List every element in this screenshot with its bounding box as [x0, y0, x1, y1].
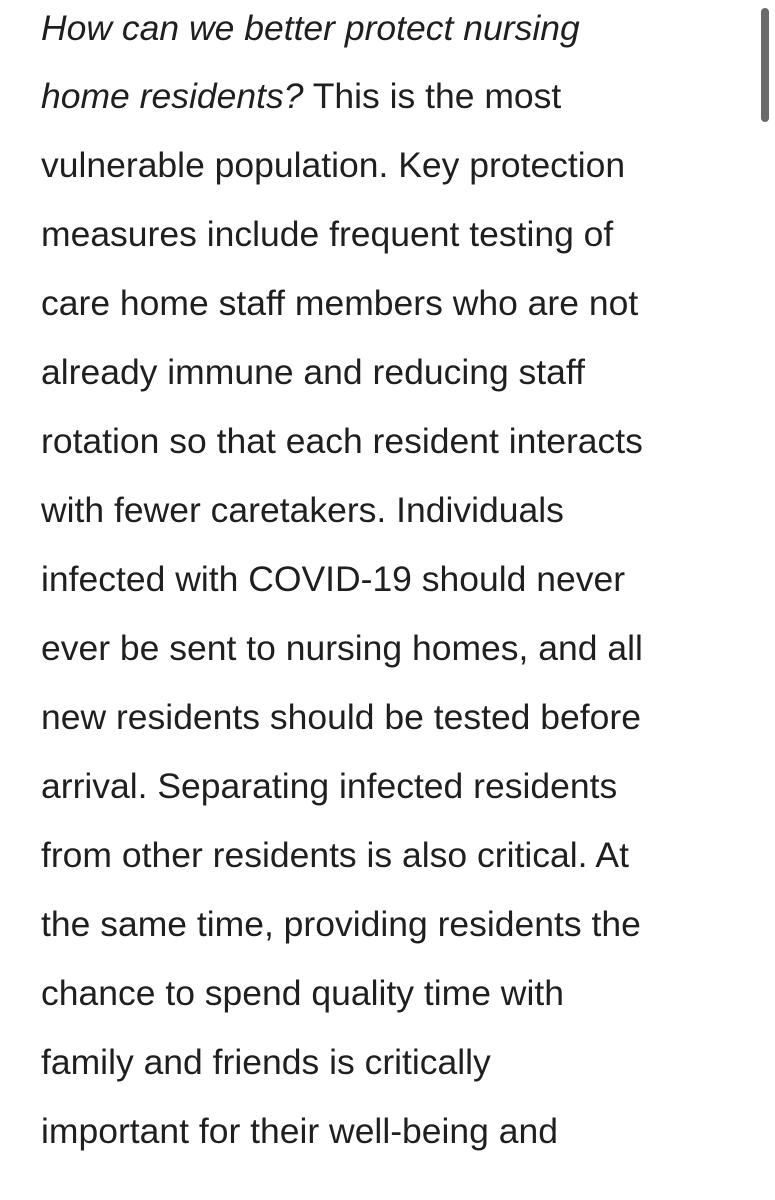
body-line: important for their well-being and: [41, 1111, 558, 1151]
body-line: chance to spend quality time with: [41, 973, 564, 1013]
body-line: the same time, providing residents the: [41, 904, 641, 944]
scrollbar-thumb[interactable]: [761, 8, 769, 122]
body-line: vulnerable population. Key protection: [41, 145, 626, 185]
body-line-2-rest: This is the most: [303, 76, 562, 116]
scrollbar[interactable]: [755, 0, 775, 1200]
body-line: from other residents is also critical. At: [41, 835, 629, 875]
body-line: measures include frequent testing of: [41, 214, 614, 254]
question-line-2-text: home residents?: [41, 76, 304, 116]
body-line: arrival. Separating infected residents: [41, 766, 618, 806]
body-line: care home staff members who are not: [41, 283, 639, 323]
question-line-2: [41, 74, 561, 118]
body-line: family and friends is critically: [41, 1042, 491, 1082]
body-line: infected with COVID-19 should never: [41, 559, 626, 599]
body-line: new residents should be tested before: [41, 697, 641, 737]
body-line: already immune and reducing staff: [41, 352, 585, 392]
body-line: ever be sent to nursing homes, and all: [41, 628, 643, 668]
question-line-1: How can we better protect nursing: [41, 8, 580, 48]
body-line: rotation so that each resident interacts: [41, 421, 643, 461]
body-line: with fewer caretakers. Individuals: [41, 490, 564, 530]
